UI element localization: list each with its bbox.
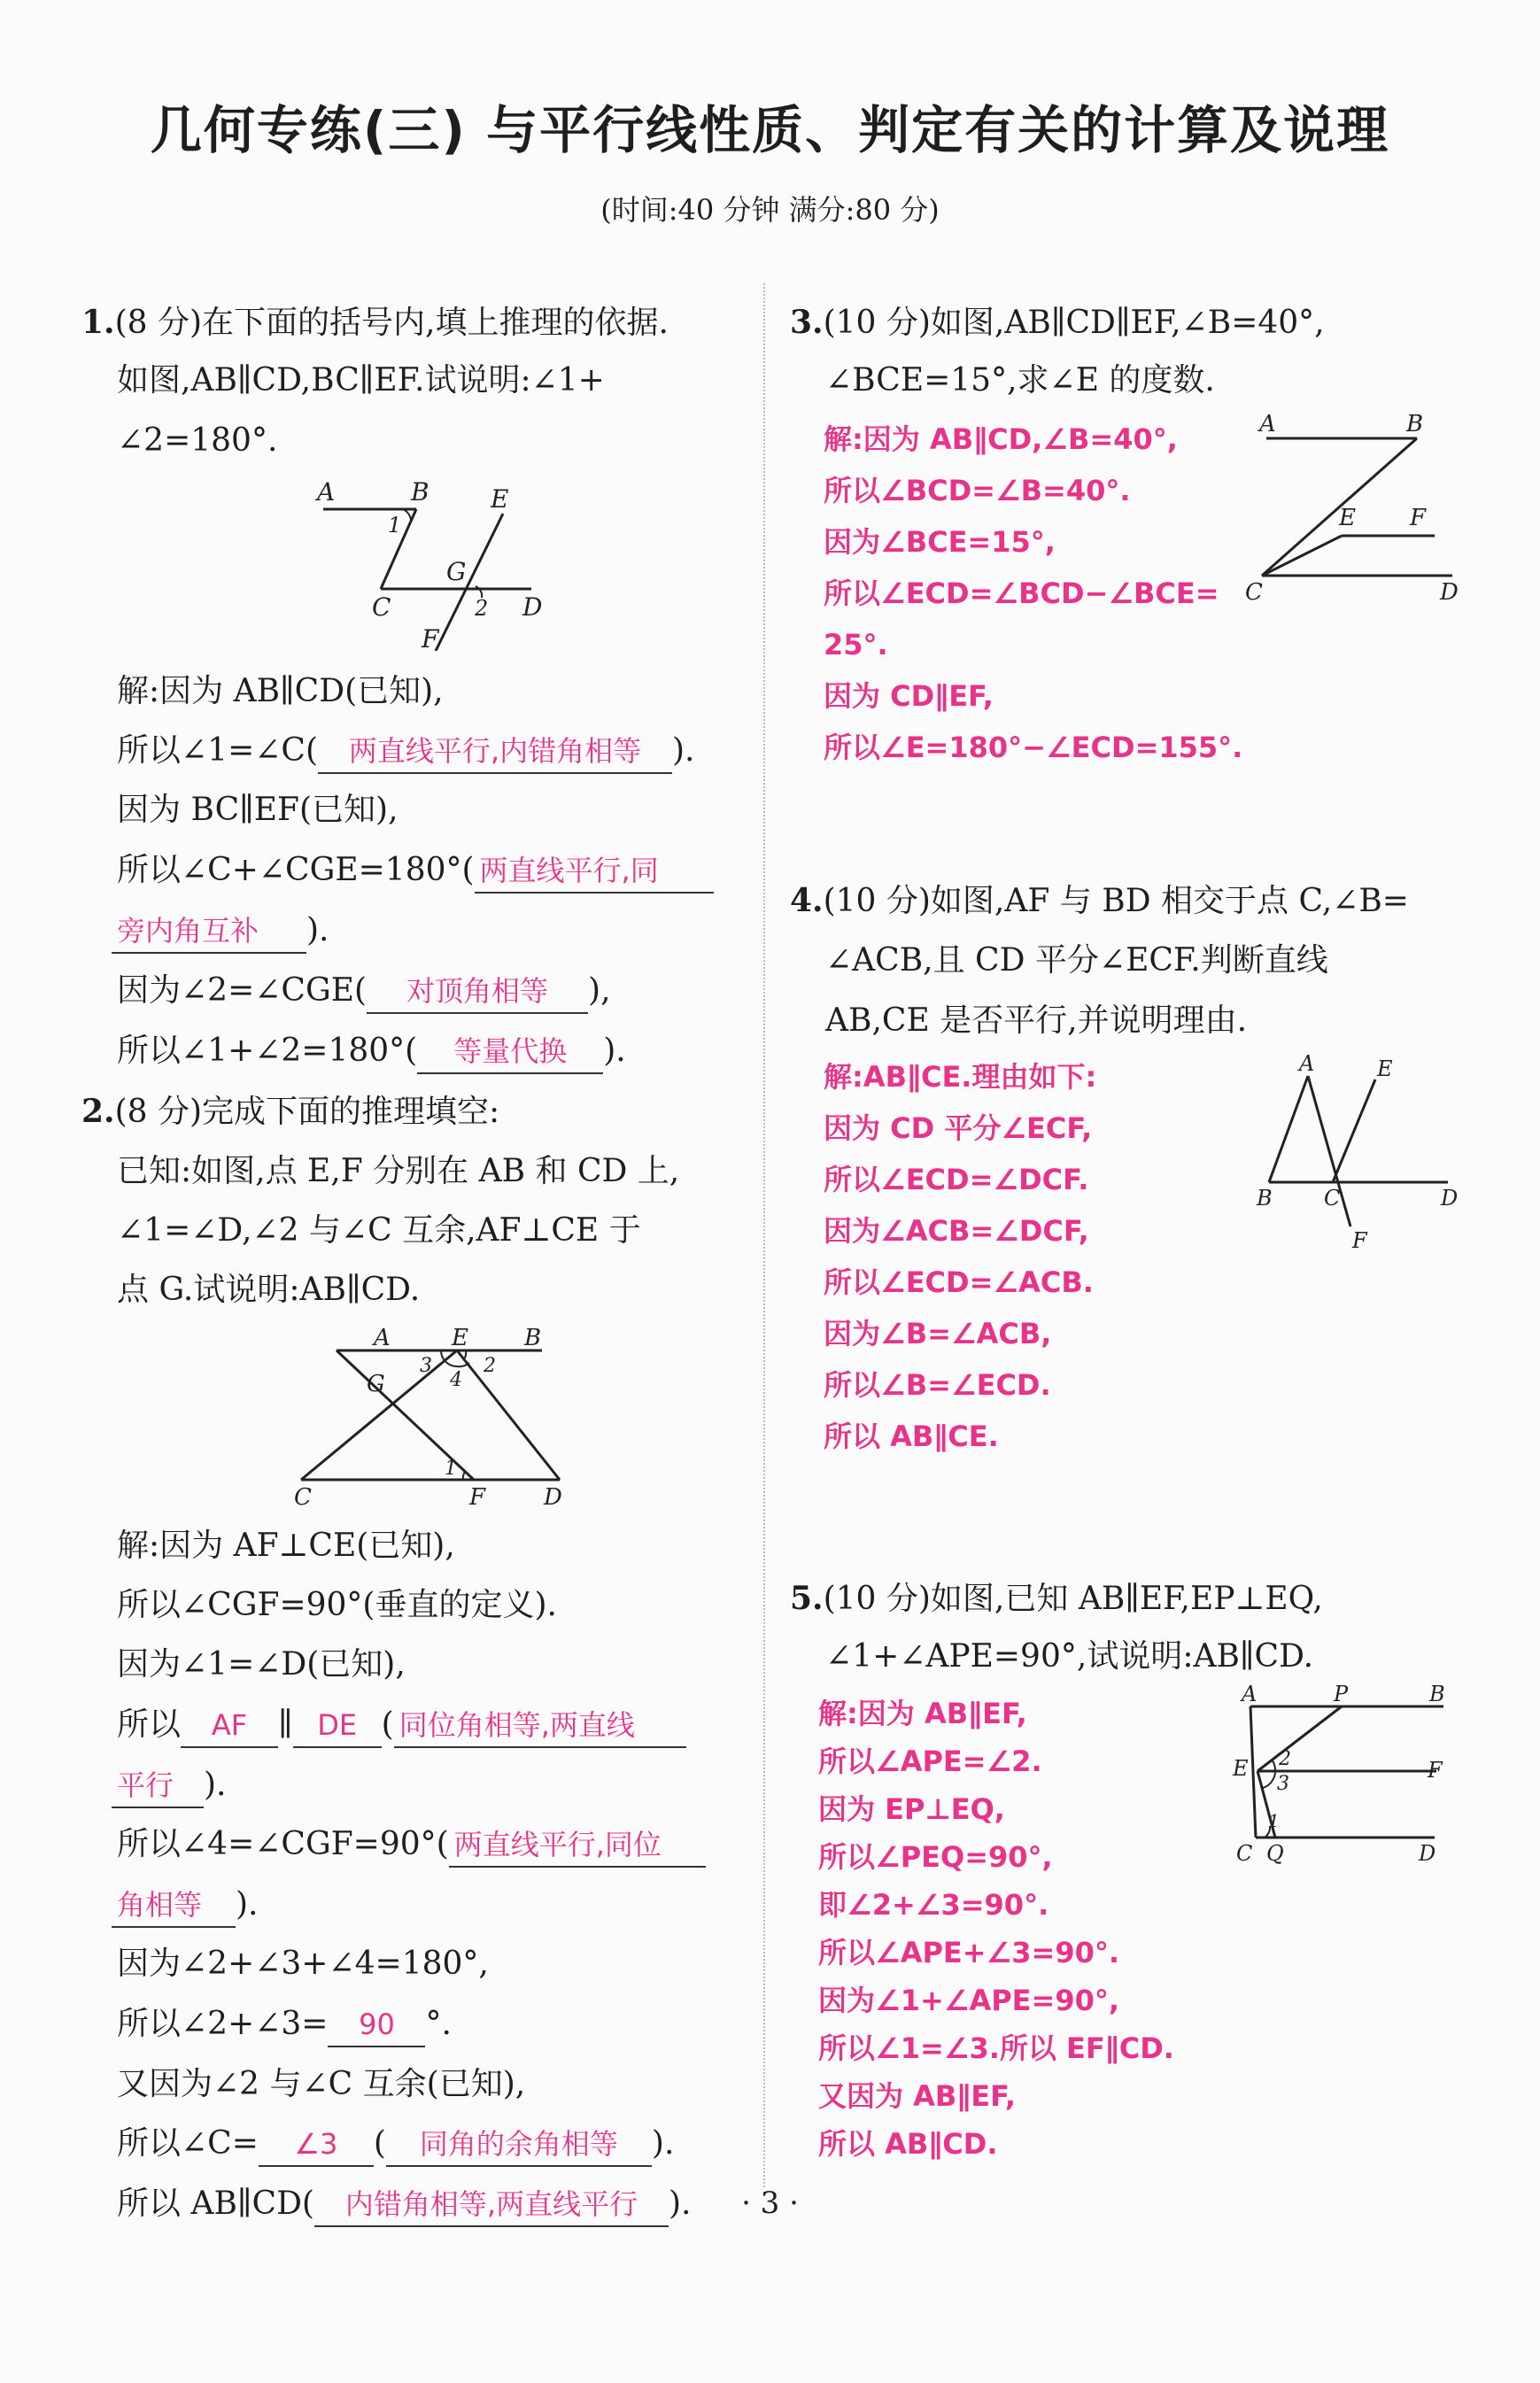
q2-sol-4b: 平行 ). — [112, 1764, 227, 1808]
q4-answer-line: 因为∠B=∠ACB, — [824, 1317, 1052, 1350]
q1-fig-label-E: E — [491, 484, 509, 514]
q4-answer-line: 解:AB∥CE.理由如下: — [824, 1060, 1097, 1094]
q4-answer-line: 因为 CD 平分∠ECF, — [824, 1111, 1093, 1145]
q2-blank-6: ∠3 — [259, 2123, 374, 2167]
q5-fig-label-B: B — [1429, 1682, 1445, 1706]
q3-fig-label-F: F — [1410, 505, 1427, 531]
q4-fig-label-F: F — [1352, 1228, 1367, 1253]
q5-answer-line: 因为∠1+∠APE=90°, — [818, 1984, 1120, 2017]
q2-blank-8: 内错角相等,两直线平行 — [314, 2183, 669, 2227]
q3-stem-2: ∠BCE=15°,求∠E 的度数. — [825, 362, 1215, 398]
q1-sol-3: 因为 BC∥EF(已知), — [117, 792, 399, 828]
q2-fig-label-C: C — [294, 1484, 312, 1510]
q2-fig-label-1: 1 — [445, 1458, 457, 1480]
q3-stem-1: 3.(10 分)如图,AB∥CD∥EF,∠B=40°, — [790, 304, 1325, 341]
q2-blank-7: 同角的余角相等 — [386, 2123, 652, 2167]
q1-sol-2: 所以∠1=∠C( 两直线平行,内错角相等 ). — [117, 730, 695, 774]
q2-stem-1: 2.(8 分)完成下面的推理填空: — [81, 1093, 500, 1130]
q2-sol-10: 所以 AB∥CD( 内错角相等,两直线平行 ). — [117, 2183, 691, 2227]
q2-sol-9: 所以∠C= ∠3 ( 同角的余角相等 ). — [117, 2123, 674, 2167]
q2-sol-6: 因为∠2+∠3+∠4=180°, — [117, 1946, 489, 1982]
q5-answer — [818, 1690, 1174, 2168]
q4-fig-label-E: E — [1377, 1056, 1393, 1081]
q5-fig-label-A: A — [1242, 1682, 1258, 1706]
q5-fig-label-P: P — [1334, 1682, 1349, 1706]
q4-figure — [1244, 1049, 1474, 1253]
q4-answer-line: 所以∠B=∠ECD. — [824, 1368, 1051, 1402]
q1-fig-label-2: 2 — [475, 596, 489, 621]
q1-blank-4: 等量代换 — [417, 1030, 603, 1074]
q3-fig-label-D: D — [1440, 579, 1459, 606]
q1-sol-1: 解:因为 AB∥CD(已知), — [117, 673, 444, 709]
q1-sol-4: 所以∠C+∠CGE=180°( 两直线平行,同 — [117, 849, 714, 894]
q1-fig-label-B: B — [411, 477, 429, 507]
q3-answer-line: 所以∠ECD=∠BCD−∠BCE= — [824, 576, 1219, 610]
q2-blank-5: 90 — [328, 2003, 425, 2047]
q1-blank-1: 两直线平行,内错角相等 — [318, 730, 672, 774]
q5-answer-line: 所以 AB∥CD. — [818, 2127, 998, 2161]
q4-stem-2: ∠ACB,且 CD 平分∠ECF.判断直线 — [825, 942, 1328, 979]
q5-fig-label-C: C — [1236, 1841, 1253, 1866]
q4-answer-line: 所以∠ECD=∠ACB. — [824, 1265, 1094, 1299]
q1-fig-label-D: D — [522, 592, 543, 622]
q5-fig-label-1: 1 — [1268, 1810, 1280, 1831]
q2-fig-label-2: 2 — [484, 1355, 496, 1377]
q3-fig-label-E: E — [1339, 505, 1356, 531]
q2-blank-3b: 平行 — [112, 1764, 204, 1808]
q2-sol-5: 所以∠4=∠CGF=90°( 两直线平行,同位 — [117, 1823, 706, 1868]
q1-blank-3: 对顶角相等 — [367, 970, 588, 1014]
column-divider — [763, 283, 765, 2187]
q1-stem-1: 1.(8 分)在下面的括号内,填上推理的依据. — [81, 304, 669, 341]
q5-figure — [1204, 1678, 1470, 1873]
q3-fig-label-C: C — [1245, 579, 1263, 606]
q1-blank-2a: 两直线平行,同 — [475, 849, 714, 894]
q1-fig-label-F: F — [422, 624, 439, 651]
q5-stem-1: 5.(10 分)如图,已知 AB∥EF,EP⊥EQ, — [790, 1580, 1323, 1617]
q1-fig-label-1: 1 — [388, 513, 402, 538]
q5-answer-line: 所以∠APE=∠2. — [818, 1745, 1042, 1778]
q1-blank-2b: 旁内角互补 — [112, 909, 306, 954]
q4-answer-line: 所以∠ECD=∠DCF. — [824, 1163, 1089, 1196]
q2-fig-label-D: D — [544, 1484, 562, 1510]
q2-blank-4b: 角相等 — [112, 1884, 236, 1928]
q2-sol-2: 所以∠CGF=90°(垂直的定义). — [117, 1587, 557, 1623]
q5-answer-line: 因为 EP⊥EQ, — [818, 1792, 1005, 1826]
q3-answer-line: 解:因为 AB∥CD,∠B=40°, — [824, 422, 1178, 456]
q2-sol-5b: 角相等 ). — [112, 1884, 259, 1928]
q5-answer-line: 所以∠PEQ=90°, — [818, 1840, 1053, 1874]
q2-fig-label-4: 4 — [450, 1369, 462, 1391]
q5-fig-label-2: 2 — [1279, 1748, 1291, 1770]
q2-figure — [292, 1324, 576, 1510]
q2-sol-7: 所以∠2+∠3= 90 °. — [117, 2003, 452, 2047]
q5-fig-label-E: E — [1233, 1756, 1249, 1781]
page-subtitle: (时间:40 分钟 满分:80 分) — [600, 193, 940, 227]
q1-sol-4b: 旁内角互补 ). — [112, 909, 329, 954]
q4-answer-line: 所以 AB∥CE. — [824, 1420, 999, 1453]
page-title: 几何专练(三) 与平行线性质、判定有关的计算及说理 — [150, 100, 1390, 160]
q3-answer-line: 因为∠BCE=15°, — [824, 525, 1056, 559]
page-number: · 3 · — [741, 2186, 799, 2221]
q4-stem-3: AB,CE 是否平行,并说明理由. — [825, 1002, 1248, 1039]
q3-fig-label-A: A — [1259, 411, 1276, 437]
q2-fig-label-F: F — [469, 1484, 486, 1510]
q2-stem-2: 已知:如图,点 E,F 分别在 AB 和 CD 上, — [117, 1153, 680, 1189]
q4-answer — [824, 1051, 1096, 1462]
q4-fig-label-D: D — [1441, 1186, 1459, 1211]
q5-fig-label-3: 3 — [1277, 1773, 1289, 1795]
q4-answer-line: 因为∠ACB=∠DCF, — [824, 1214, 1089, 1248]
q1-sol-5: 因为∠2=∠CGE( 对顶角相等 ), — [117, 970, 611, 1014]
q2-sol-3: 因为∠1=∠D(已知), — [117, 1646, 406, 1683]
q2-blank-1: AF — [181, 1704, 278, 1748]
q5-fig-label-F: F — [1428, 1758, 1443, 1783]
q2-blank-4a: 两直线平行,同位 — [449, 1823, 706, 1868]
q2-blank-3a: 同位角相等,两直线 — [394, 1704, 686, 1748]
q3-fig-label-B: B — [1406, 411, 1424, 437]
q3-answer-line: 所以∠E=180°−∠ECD=155°. — [824, 731, 1243, 764]
q3-answer — [824, 414, 1242, 773]
q2-blank-2: DE — [293, 1704, 382, 1748]
q3-answer-line: 25°. — [824, 628, 888, 662]
q2-sol-8: 又因为∠2 与∠C 互余(已知), — [117, 2066, 526, 2102]
q4-stem-1: 4.(10 分)如图,AF 与 BD 相交于点 C,∠B= — [790, 882, 1409, 919]
q1-stem-3: ∠2=180°. — [117, 422, 278, 459]
q5-fig-label-D: D — [1419, 1841, 1436, 1866]
q2-fig-label-B: B — [524, 1325, 542, 1351]
q3-figure — [1240, 403, 1470, 607]
q3-answer-line: 因为 CD∥EF, — [824, 679, 994, 713]
q2-stem-3: ∠1=∠D,∠2 与∠C 互余,AF⊥CE 于 — [117, 1212, 641, 1249]
q5-answer-line: 解:因为 AB∥EF, — [818, 1697, 1027, 1730]
q3-answer-line: 所以∠BCD=∠B=40°. — [824, 474, 1131, 507]
q2-fig-label-G: G — [367, 1371, 385, 1397]
q1-fig-label-C: C — [372, 592, 391, 622]
q2-stem-4: 点 G.试说明:AB∥CD. — [117, 1272, 421, 1308]
q2-fig-label-A: A — [374, 1325, 391, 1351]
q5-fig-label-Q: Q — [1266, 1841, 1284, 1866]
q1-fig-label-G: G — [446, 557, 467, 586]
q2-fig-label-E: E — [452, 1325, 468, 1351]
q4-fig-label-C: C — [1324, 1186, 1341, 1211]
q5-answer-line: 所以∠1=∠3.所以 EF∥CD. — [818, 2031, 1174, 2065]
q5-answer-line: 又因为 AB∥EF, — [818, 2079, 1017, 2113]
q4-fig-label-B: B — [1257, 1186, 1273, 1211]
q2-sol-1: 解:因为 AF⊥CE(已知), — [117, 1528, 455, 1564]
q4-fig-label-A: A — [1299, 1051, 1315, 1076]
q5-answer-line: 即∠2+∠3=90°. — [818, 1888, 1049, 1922]
q1-figure — [301, 474, 567, 651]
q1-stem-2: 如图,AB∥CD,BC∥EF.试说明:∠1+ — [117, 362, 605, 398]
q1-sol-6: 所以∠1+∠2=180°( 等量代换 ). — [117, 1030, 626, 1074]
q5-answer-line: 所以∠APE+∠3=90°. — [818, 1936, 1120, 1969]
q2-sol-4: 所以 AF ∥ DE ( 同位角相等,两直线 — [117, 1704, 686, 1748]
q2-fig-label-3: 3 — [420, 1355, 432, 1377]
q5-stem-2: ∠1+∠APE=90°,试说明:AB∥CD. — [825, 1638, 1314, 1675]
q1-fig-label-A: A — [317, 477, 336, 507]
